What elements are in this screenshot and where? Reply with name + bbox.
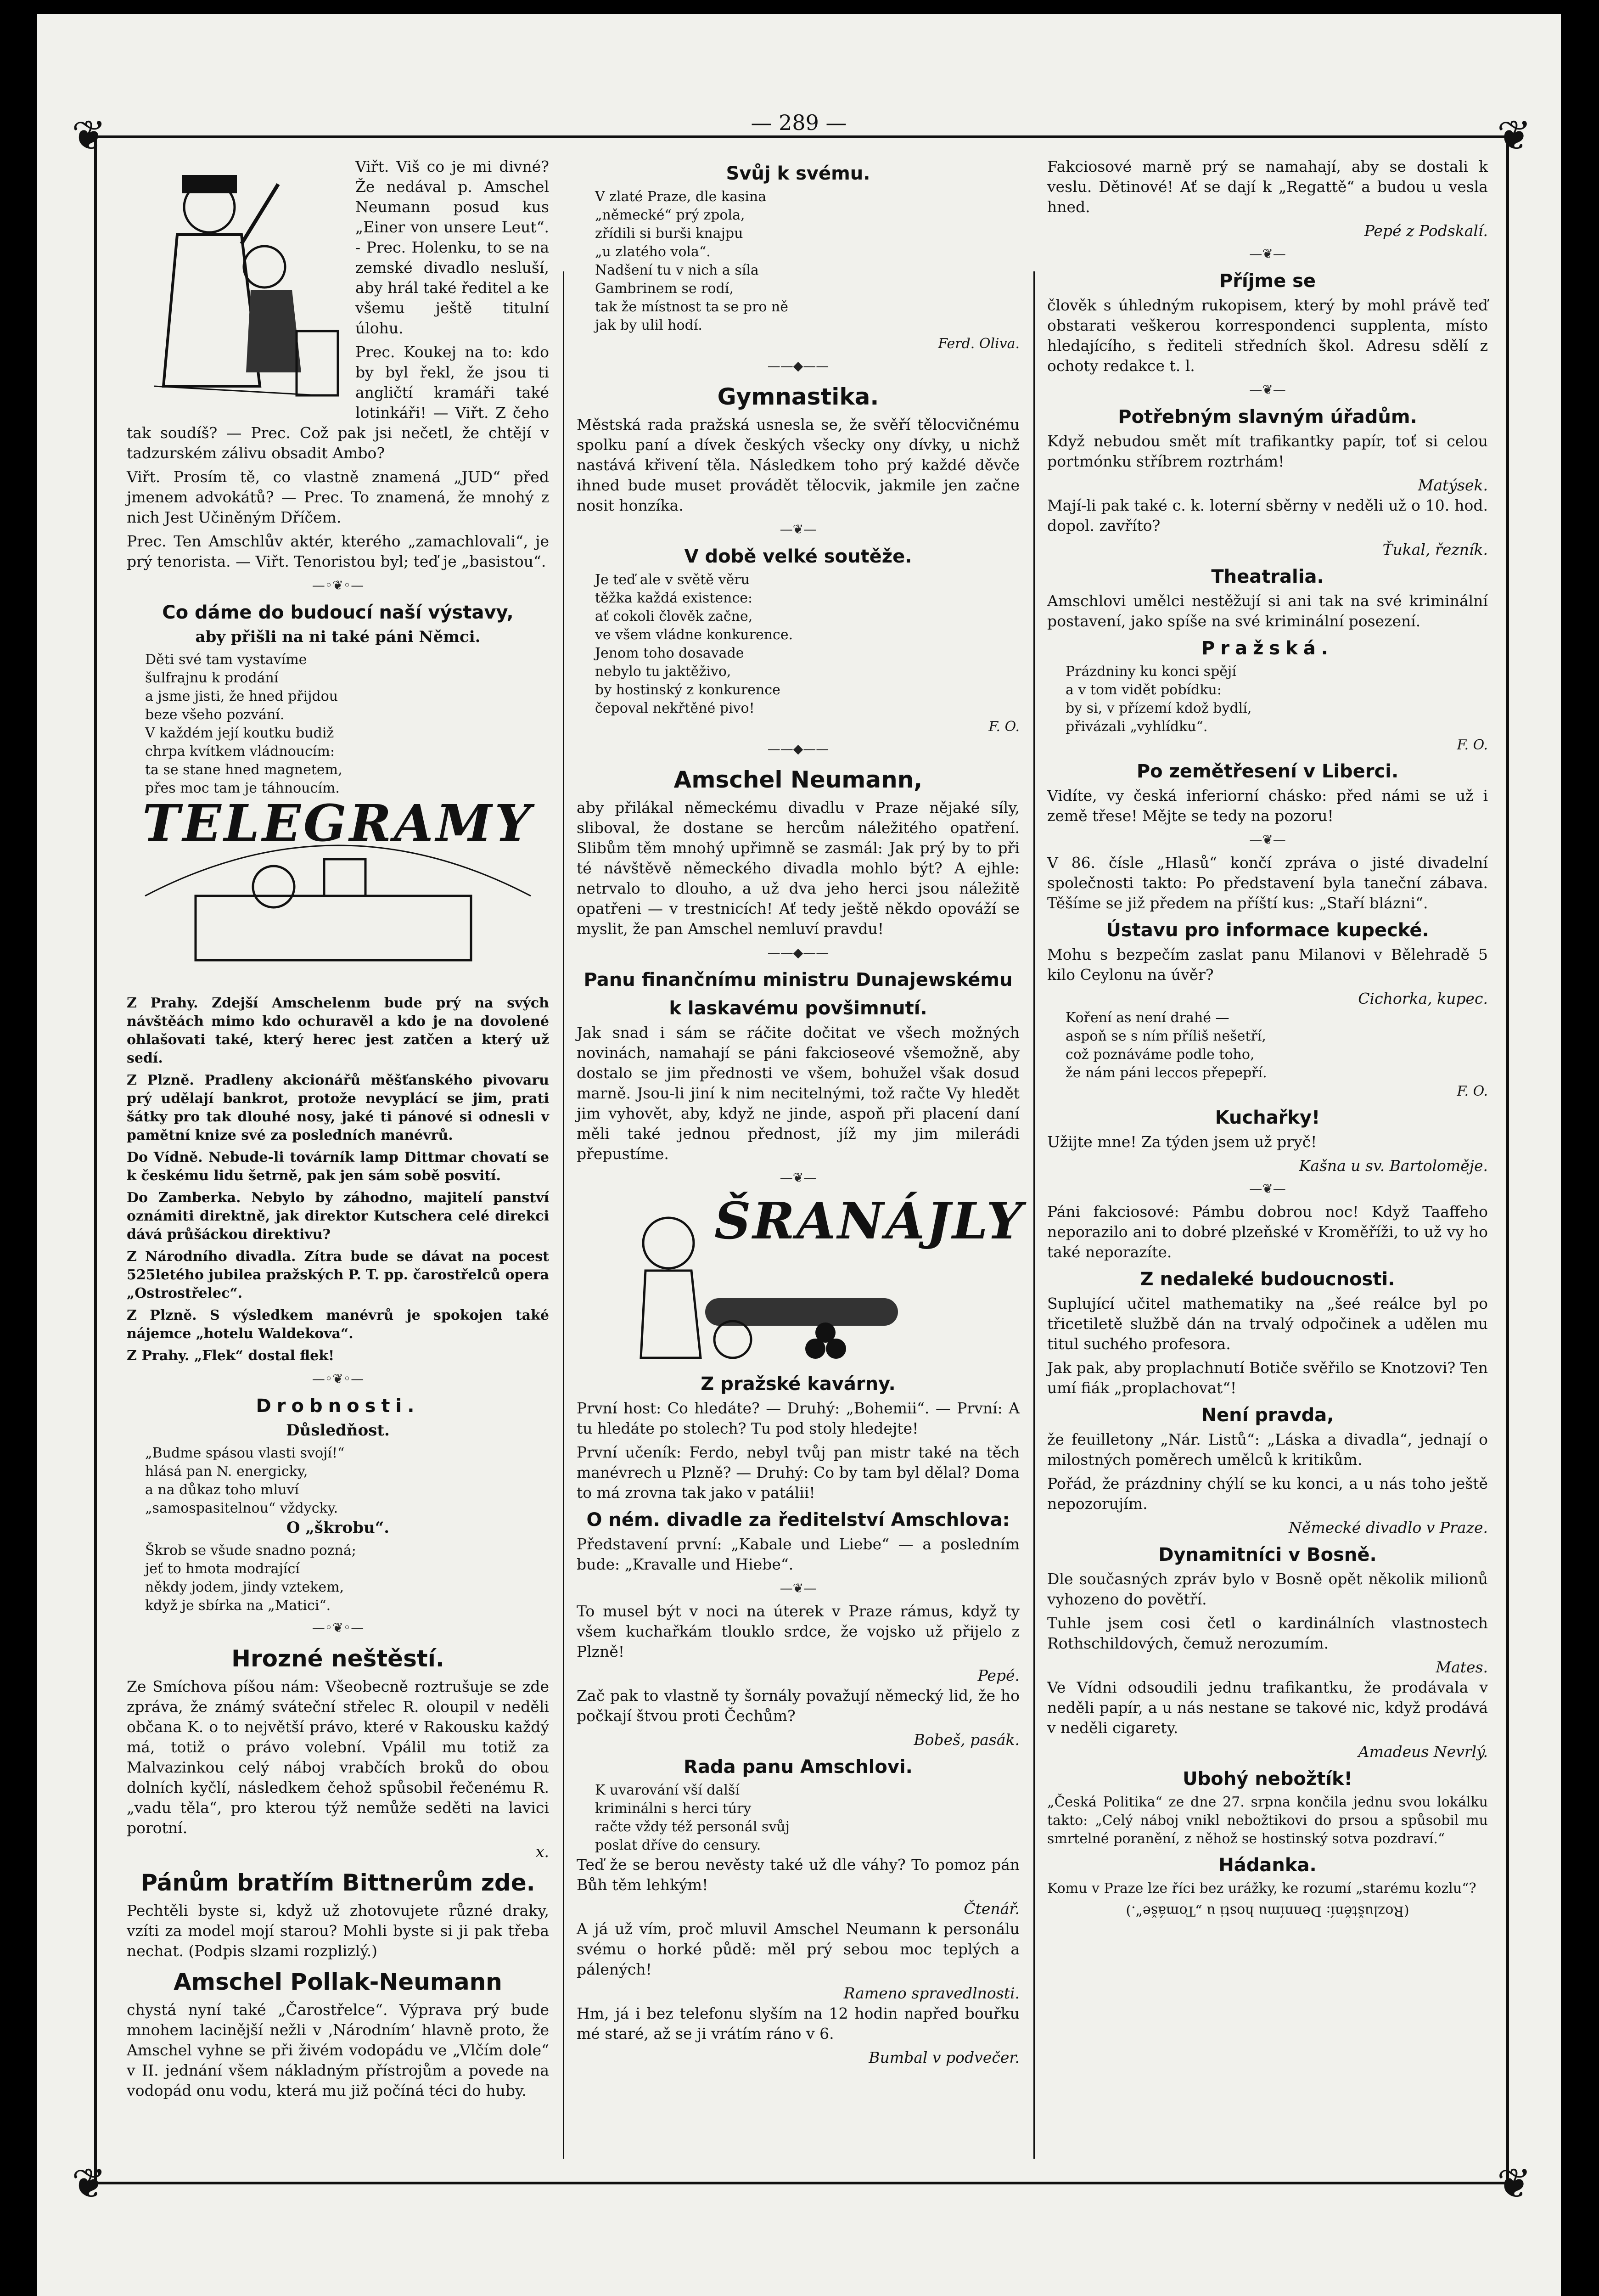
poem-line: chrpa kvítkem vládnoucím: xyxy=(145,743,335,760)
heading-theatralia: Theatralia. xyxy=(1211,566,1324,587)
article-ustavu: Mohu s bezpečím zaslat panu Milanovi v Bělehradě 5 kilo Ceylonu na úvěr? xyxy=(1047,945,1488,984)
subheading-dusl: Důsledňost. xyxy=(286,1421,390,1440)
poem-line: „německé“ prý zpola, xyxy=(595,207,745,223)
article-liberci: Vidíte, vy česká inferiorní chásko: před námi se už i země třese! Mějte se tedy na pozoru! xyxy=(1047,787,1488,825)
poem-line: beze všeho pozvání. xyxy=(145,707,285,723)
heading-dynamit: Dynamitníci v Bosně. xyxy=(1158,1544,1377,1565)
section-divider: —❦— xyxy=(1249,382,1286,397)
article-zac: Zač pak to vlastně ty šornály považují německý lid, že ho počkají štvou proti Čechům? xyxy=(577,1687,1020,1725)
article-gymnastika: Městská rada pražská usnesla se, že svěří tělocvičnému spolku paní a dívek českých všecky ony dívky, u nichž nastává křivení těla. Následkem toho prý každé děvče ihned bude muset provádět tělocvik, jakmile jen začne nosit honzíka. xyxy=(577,416,1020,514)
poem-line: a na důkaz toho mluví xyxy=(145,1482,299,1498)
article-pani: Páni fakciosové: Pámbu dobrou noc! Když Taaffeho neporazilo ani to dobré plzeňské v Kroměříži, to už vy ho také neporazíte. xyxy=(1047,1203,1488,1261)
poem-line: jak by ulil hodí. xyxy=(595,317,702,333)
signature: Rameno spravedlnosti. xyxy=(843,1984,1020,2002)
newspaper-page xyxy=(37,14,1561,2296)
article-jak: Jak pak, aby proplachnutí Botiče svěřilo se Knotzovi? Ten umí fiák „proplachovat“! xyxy=(1047,1359,1488,1397)
poem-line: Prázdniny ku konci spějí xyxy=(1066,664,1236,680)
subheading-panu: k laskavému povšimnutí. xyxy=(669,998,927,1019)
article-divadle: Představení první: „Kabale und Liebe“ — a posledním bude: „Kravalle und Hiebe“. xyxy=(577,1535,1020,1573)
section-divider: —◦❦◦— xyxy=(312,1371,364,1386)
poem-dobe xyxy=(577,571,1020,718)
heading-panu: Panu finančnímu ministru Dunajewskému xyxy=(583,969,1013,990)
signature: F. O. xyxy=(988,719,1020,735)
section-divider: —❦— xyxy=(780,522,817,537)
article-potrebnym: Když nebudou smět mít trafikantky papír, toť si celou portmónku stříbrem roztrhám! xyxy=(1047,432,1488,470)
article-neni: že feuilletony „Nár. Listů“: „Láska a divadla“, jednají o milostných poměrech umělců k kritikům. xyxy=(1047,1430,1488,1469)
telegram-item: Z Plzně. Pradleny akcionářů měšťanského pivovaru prý udělají bankrot, protože nevyplácí se jim, prati šátky pro tak dlouhé nosy, jaké ti pánové si odnesli v pamětní knize své za posledních manévrů. xyxy=(127,1072,549,1143)
article-ja: A já už vím, proč mluvil Amschel Neumann k personálu svému o horké půdě: měl prý sebou moc teplých a pálených! xyxy=(577,1920,1020,1978)
section-divider: —❦— xyxy=(1249,1181,1286,1196)
poem-line: Nadšení tu v nich a síla xyxy=(595,262,759,278)
poem-line: Koření as není drahé — xyxy=(1066,1010,1229,1026)
heading-panum: Pánům bratřím Bittnerům zde. xyxy=(140,1869,535,1896)
poem-line: čepoval nekřtěné pivo! xyxy=(595,700,755,716)
signature: Pepé z Podskalí. xyxy=(1364,222,1488,240)
heading-prijme: Příjme se xyxy=(1219,270,1316,292)
signature: F. O. xyxy=(1457,1083,1488,1099)
poem-rada xyxy=(577,1781,1020,1855)
article-hm: Hm, já i bez telefonu slyším na 12 hodin napřed bouřku mé staré, až se ji vrátím ráno v 6. xyxy=(577,2004,1020,2043)
poem-line: že nám páni leccos přepepří. xyxy=(1066,1065,1267,1081)
signature: Ferd. Oliva. xyxy=(938,336,1020,352)
heading-budoucnosti: Z nedaleké budoucnosti. xyxy=(1140,1269,1395,1290)
heading-amschel-neumann: Amschel Neumann, xyxy=(673,766,923,793)
heading-budouci: Co dáme do budoucí naší výstavy, xyxy=(162,602,514,623)
heading-rada: Rada panu Amschlovi. xyxy=(684,1756,913,1778)
dialogue-paragraph: Prec. Ten Amschlův aktér, kterého „zamachlovali“, je prý tenorista. — Viřt. Tenoristou byl; teď je „basistou“. xyxy=(127,532,549,570)
poem-line: někdy jodem, jindy vztekem, xyxy=(145,1579,344,1595)
poem-line: Gambrinem se rodí, xyxy=(595,281,734,297)
telegram-item: Do Vídně. Nebude-li továrník lamp Dittmar chovatí se k českému lidu šetrně, pak jen sám sobě posvití. xyxy=(127,1149,549,1184)
article-kavarny: První učeník: Ferdo, nebyl tvůj pan mistr také na těch manévrech u Plzně? — Druhý: Co by tam byl dělal? Doma to má zrovna tak jako v patálii! xyxy=(577,1443,1020,1502)
telegram-item: Z Plzně. S výsledkem manévrů je spokojen také nájemce „hotelu Waldekova“. xyxy=(127,1307,549,1342)
subheading-budouci: aby přišli na ni také páni Němci. xyxy=(195,628,481,646)
poem-line: by si, v přízemí kdož bydlí, xyxy=(1066,700,1252,716)
poem-line: Je teď ale v světě věru xyxy=(595,572,750,588)
column-3 xyxy=(1047,157,1488,1920)
dialogue-paragraph: Viřt. Prosím tě, co vlastně znamená „JUD“ před jmenem advokátů? — Prec. To znamená, že mnohý z nich Jest Učiněným Dříčem. xyxy=(127,468,549,526)
corner-ornament-icon: ❦ xyxy=(72,2160,107,2208)
poem-line: těžka každá existence: xyxy=(595,590,753,606)
signature: Německé divadlo v Praze. xyxy=(1289,1519,1488,1536)
article-ted: Teď že se berou nevěsty také už dle váhy? To pomoz pán Bůh těm lehkým! xyxy=(577,1856,1020,1894)
poem-line: a v tom vidět pobídku: xyxy=(1066,682,1222,698)
telegram-item: Do Zamberka. Nebylo by záhodno, majitelí panství oznámiti direktně, jak direktor Kutschera celé direkci dává průšáckou direktivu? xyxy=(127,1190,549,1243)
signature: Ťukal, řezník. xyxy=(1382,540,1488,558)
section-divider: —❦— xyxy=(780,1170,817,1185)
poem-skrob xyxy=(127,1542,549,1615)
telegram-item: Z Prahy. Zdejší Amschelenm bude prý na svých návštěách mimo kdo ochuravěl a kdo je na dovolené ohlašovati také, který herec jest zatčen a který už sedí. xyxy=(127,995,549,1066)
dialogue-paragraph: Prec. Koukej na to: kdo by byl řekl, že jsou ti angličtí kramáři také lotinkáři! — Viřt. Z čeho tak soudíš? — Prec. Což pak jsi nečetl, že chtějí v tadzurském zálivu obsadit Ambo? xyxy=(127,343,549,462)
poem-line: V každém její koutku budiž xyxy=(145,725,334,741)
poem-line: aspoň se s ním příliš nešetří, xyxy=(1066,1028,1266,1044)
heading-dobe: V době velké soutěže. xyxy=(684,546,912,567)
heading-kavarny: Z pražské kavárny. xyxy=(701,1373,896,1395)
signature: Cichorka, kupec. xyxy=(1358,990,1488,1007)
article-budoucnosti: Suplující učitel mathematiky na „šeé reálce byl po třicetiletě službě dán na trvalý odpočinek a udělen mu titul suchého profesora. xyxy=(1047,1294,1488,1353)
poem-line: ta se stane hned magnetem, xyxy=(145,762,342,778)
poem-line: by hostinský z konkurence xyxy=(595,682,780,698)
signature: Bumbal v podvečer. xyxy=(869,2048,1020,2066)
poem-line: račte vždy též personál svůj xyxy=(595,1819,790,1835)
heading-potrebnym: Potřebným slavným úřadům. xyxy=(1118,406,1417,428)
poem-line: K uvarování vší další xyxy=(595,1782,740,1798)
poem-line: zřídili si burši knajpu xyxy=(595,225,743,242)
section-divider: —◦❦◦— xyxy=(312,1620,364,1635)
article-theatralia: Amschlovi umělci nestěžují si ani tak na své kriminální postavení, jako spíše na své kriminální posezení. xyxy=(1047,592,1488,630)
heading-liberci: Po zemětřesení v Liberci. xyxy=(1136,761,1399,782)
signature: Kašna u sv. Bartoloměje. xyxy=(1299,1157,1488,1175)
section-divider: —❦— xyxy=(1249,832,1286,847)
poem-line: „u zlatého vola“. xyxy=(595,244,711,260)
signature: Matýsek. xyxy=(1418,476,1488,494)
poem-line: tak že místnost ta se pro ně xyxy=(595,299,788,315)
poem-svuj xyxy=(577,188,1020,335)
heading-ustavu: Ústavu pro informace kupecké. xyxy=(1106,920,1429,941)
telegramy-list xyxy=(127,994,549,1365)
column-2 xyxy=(577,157,1024,2068)
ranajl-lettering: ŠRANÁJLY xyxy=(714,1191,1024,1250)
article-amschel-neumann: aby přilákal německému divadlu v Praze nějaké síly, sliboval, že dostane se hercům náležitého opatření. Slibům těm mnohý upřimně se zasmál: Jak prý by to při té návštěvě německého divadla mohlo být? A ejhle: netrvalo to dlouho, a už dva jeho herci jsou náležitě opatřeni — v trestnicích! Ať tedy ještě někdo opováží se myslit, že pan Amschel nemluví pravdu! xyxy=(577,799,1020,938)
page-number: — 289 — xyxy=(751,110,847,135)
heading-gymnastika: Gymnastika. xyxy=(717,383,879,410)
poem-line: kriminálni s herci túry xyxy=(595,1801,752,1817)
section-divider: ——◆—— xyxy=(767,945,829,960)
article-fakc: Fakciosové marně prý se namahají, aby se dostali k veslu. Dětinové! Ať se dají k „Regattě“ a budou u vesla hned. xyxy=(1047,158,1488,216)
poem-dusl xyxy=(127,1444,549,1518)
poem-line: „samospasitelnou“ vždycky. xyxy=(145,1500,338,1516)
poem-line: když je sbírka na „Matici“. xyxy=(145,1598,331,1614)
telegram-item: Z Prahy. „Flek“ dostal flek! xyxy=(127,1348,335,1364)
poem-line: šulfrajnu k prodání xyxy=(145,670,279,686)
poem-line: a jsme jisti, že hned přijdou xyxy=(145,688,338,704)
poem-line: což poznáváme podle toho, xyxy=(1066,1047,1255,1063)
section-divider: —◦❦◦— xyxy=(312,578,364,593)
article-kucharky: Užijte mne! Za týden jsem už pryč! xyxy=(1047,1133,1317,1151)
column-rule xyxy=(563,271,564,2159)
poem-line: Děti své tam vystavíme xyxy=(145,652,307,668)
heading-hadanka: Hádanka. xyxy=(1218,1855,1317,1876)
poem-line: ve všem vládne konkurence. xyxy=(595,627,793,643)
column-rule xyxy=(1033,271,1035,2159)
article-tuhle: Tuhle jsem cosi četl o kardinálních vlastnostech Rothschildových, čemuž nerozumím. xyxy=(1047,1614,1488,1652)
article-panu: Jak snad i sám se ráčite dočitat ve všech možných novinách, namahají se páni fakcioseové všemožně, aby dostalo se jim přednosti ve všem, bohužel však dosud marně. Jsou-li jiní k nim necitelnými, tož račte Vy hledět jim vyhovět, aby, když ne jinde, aspoň při placení daní měli také jednou přednost, jíž my jim milerádi přepustíme. xyxy=(577,1024,1020,1163)
corner-ornament-icon: ❦ xyxy=(1497,112,1532,160)
heading-divadle: O ném. divadle za ředitelství Amschlova: xyxy=(586,1509,1010,1531)
telegramy-lettering: TELEGRAMY xyxy=(142,793,533,853)
article-hadanka: Komu v Praze lze říci bez urážky, ke rozumí „starému kozlu“? xyxy=(1047,1880,1476,1896)
heading-uboh: Ubohý nebožtík! xyxy=(1183,1768,1352,1790)
telegram-item: Z Národního divadla. Zítra bude se dávat na pocest 525letého jubilea pražských P. T. pp. čarostřelců opera „Ostrostřelec“. xyxy=(127,1249,549,1301)
heading-svuj: Svůj k svému. xyxy=(726,163,870,184)
heading-neni: Není pravda, xyxy=(1201,1405,1334,1426)
article-maji: Mají-li pak také c. k. loterní sběrny v neděli už o 10. hod. dopol. zavříto? xyxy=(1047,496,1488,535)
heading-kucharky: Kuchařky! xyxy=(1215,1107,1320,1128)
heading-prazska: Pražská. xyxy=(1201,638,1334,659)
section-divider: ——◆—— xyxy=(767,358,829,373)
cartoon-two-men xyxy=(127,157,347,414)
poem-line: Škrob se všude snadno pozná; xyxy=(145,1542,356,1559)
poem-line: Jenom toho dosavade xyxy=(595,645,744,661)
article-amschel-pollak: chystá nyní také „Čarostřelce“. Výprava prý bude mnohem lacinější nežli v ‚Národním‘ hlavně proto, že Amschel vyhne se při živém vodopádu ve „Vlčím dole“ v II. jednání všem nákladným přístrojům a povede na vodopád onu vodu, která mu již počíná téci do huby. xyxy=(127,2001,549,2099)
article-porad: Pořád, že prázdniny chýlí se ku konci, a u nás toho ještě nepozorujím. xyxy=(1047,1474,1488,1513)
poem-line: přivázali „vyhlídku“. xyxy=(1066,719,1208,735)
telegramy-illustration xyxy=(127,793,549,988)
hadanka-solution: (Rozluštění: Dennímu hosti u „Tomáše“.) xyxy=(1126,1903,1409,1919)
poem-line: hlásá pan N. energicky, xyxy=(145,1463,308,1480)
signature: Pepé. xyxy=(977,1666,1020,1684)
poem-koreni xyxy=(1047,1009,1488,1082)
article-prijme: člověk s úhledným rukopisem, který by mohl právě teď obstarati veškerou korrespondenci supplenta, místo hledajícího, s řediteli středních škol. Adresu sdělí z ochoty redakce t. l. xyxy=(1047,296,1488,375)
column-1 xyxy=(127,157,549,2105)
article-panum: Pechtěli byste si, když už zhotovujete různé draky, vzíti za model mojí starou? Mohli byste si ji pak třeba nechat. (Podpis slzami rozplizlý.) xyxy=(127,1902,549,1960)
article-hrozne: Ze Smíchova píšou nám: Všeobecně roztrušuje se zde zpráva, že známý sváteční střelec R. oloupil v neděli občana K. o to největší právo, které v Rakousku každý má, totiž o právo volební. Vpálil mu totiž za Malvazinkou celý náboj vrabčích broků do obou dolních kyčlí, následkem čehož spůsobil řečenému R. „vadu těla“, pro kterou týž nemůže seděti na lavici porotní. xyxy=(127,1677,549,1837)
article-kavarny: První host: Co hledáte? — Druhý: „Bohemii“. — První: A tu hledáte po stolech? Tu pod stoly hledejte! xyxy=(577,1399,1020,1437)
article-cislo: V 86. čísle „Hlasů“ končí zpráva o jisté divadelní společnosti takto: Po představení byla taneční zábava. Těšíme se již předem na příští kus: „Staří blázni“. xyxy=(1047,854,1488,912)
dialogue-paragraph: Viřt. Viš co je mi divné? Že nedával p. Amschel Neumann posud kus „Einer von unsere Leut“. - Prec. Holenku, to se na zemské divadlo nesluší, aby hrál také ředitel a ke všemu ještě titulní úlohu. xyxy=(355,158,549,337)
section-divider: ——◆—— xyxy=(767,741,829,756)
signature: Čtenář. xyxy=(964,1900,1020,1918)
subheading-skrob: O „škrobu“. xyxy=(286,1519,390,1537)
ranajl-illustration xyxy=(577,1191,1024,1367)
signature: Mates. xyxy=(1436,1658,1488,1676)
poem-line: poslat dříve do censury. xyxy=(595,1837,761,1853)
poem-line: „Budme spásou vlasti svojí!“ xyxy=(145,1445,345,1461)
signature: F. O. xyxy=(1457,737,1488,753)
article-uboh: „Česká Politika“ ze dne 27. srpna končila jednu svou lokálku takto: „Celý náboj vnikl nebožtikovi do prsou a spůsobil mu smrtelné poranění, z něhož se hostinský sotva pozdraví.“ xyxy=(1047,1794,1488,1847)
poem-line: ať cokoli člověk začne, xyxy=(595,608,753,625)
poem-line: nebylo tu jaktěživo, xyxy=(595,664,731,680)
heading-drobnosti: Drobnosti. xyxy=(256,1396,420,1417)
section-divider: —❦— xyxy=(1249,246,1286,261)
signature: x. xyxy=(535,1843,549,1861)
heading-hrozne: Hrozné neštěstí. xyxy=(231,1645,444,1672)
corner-ornament-icon: ❦ xyxy=(72,112,107,160)
article-dynamit: Dle současných zpráv bylo v Bosně opět několik milionů vyhozeno do povětří. xyxy=(1047,1570,1488,1608)
heading-amschel-pollak: Amschel Pollak-Neumann xyxy=(174,1969,502,1995)
poem-budouci xyxy=(127,651,549,798)
poem-line: V zlaté Praze, dle kasina xyxy=(595,189,767,205)
corner-ornament-icon: ❦ xyxy=(1497,2160,1532,2208)
signature: Bobeš, pasák. xyxy=(914,1731,1020,1749)
poem-prazska xyxy=(1047,663,1488,736)
section-divider: —❦— xyxy=(780,1581,817,1596)
article-vidni: Ve Vídni odsoudili jednu trafikantku, že prodávala v neděli papír, a u nás nestane se takové nic, když prodává v neděli cigarety. xyxy=(1047,1678,1488,1737)
poem-line: jeť to hmota modrající xyxy=(145,1561,300,1577)
poem-line: přes moc tam je táhnoucím. xyxy=(145,780,340,796)
signature: Amadeus Nevrlý. xyxy=(1358,1743,1488,1761)
article-musel: To musel být v noci na úterek v Praze rámus, když ty všem kuchařkám tlouklo srdce, že vojsko už přijelo z Plzně! xyxy=(577,1602,1020,1660)
